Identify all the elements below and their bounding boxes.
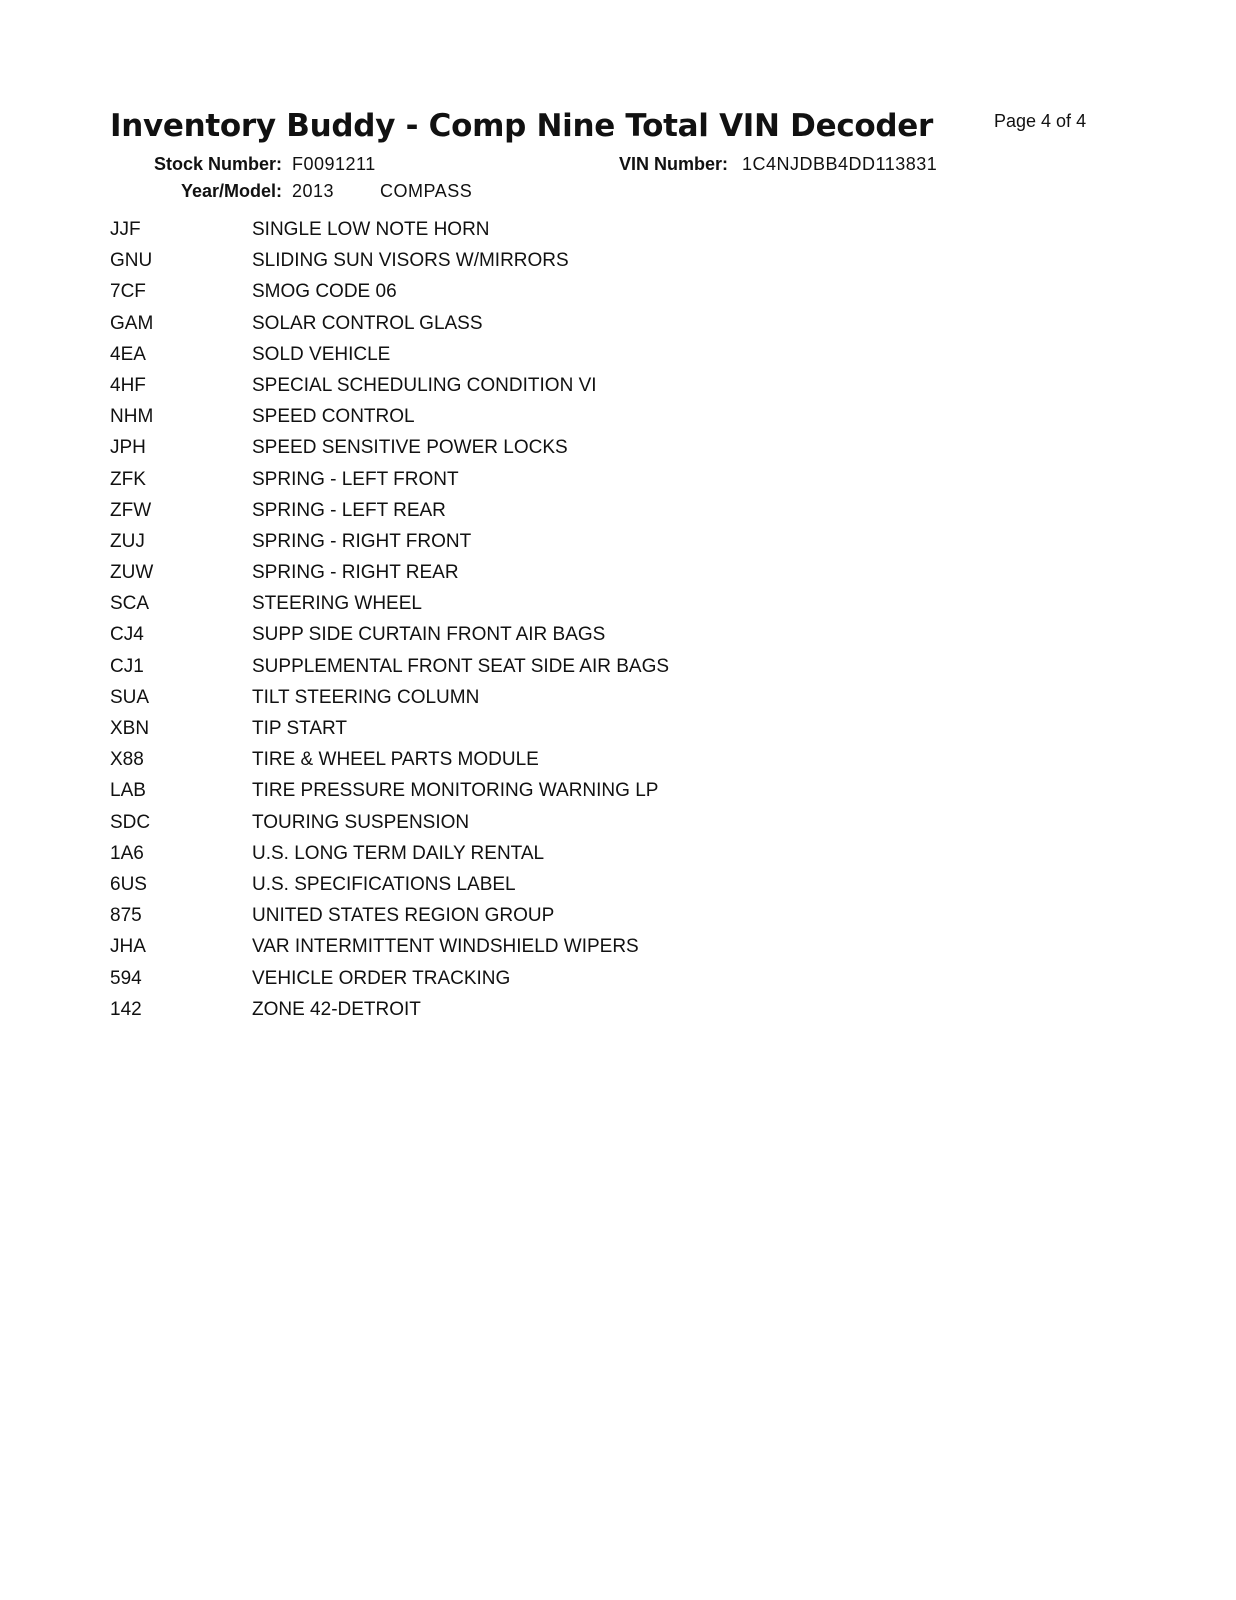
option-code: 875 [110, 905, 142, 927]
option-description: VAR INTERMITTENT WINDSHIELD WIPERS [252, 936, 639, 958]
option-code: 594 [110, 967, 142, 989]
option-code: LAB [110, 780, 146, 802]
option-row [110, 219, 669, 250]
option-row [110, 936, 669, 967]
option-row [110, 905, 669, 936]
vin-number-value: 1C4NJDBB4DD113831 [742, 154, 938, 174]
option-row [110, 281, 669, 312]
option-row [110, 687, 669, 718]
option-row [110, 968, 669, 999]
option-row [110, 562, 669, 593]
option-description: U.S. SPECIFICATIONS LABEL [252, 873, 516, 895]
option-description: TIRE PRESSURE MONITORING WARNING LP [252, 780, 659, 802]
option-description: SOLAR CONTROL GLASS [252, 312, 483, 334]
option-row [110, 531, 669, 562]
year-value: 2013 [292, 181, 335, 201]
option-code: ZUW [110, 562, 154, 584]
option-description: TILT STEERING COLUMN [252, 686, 480, 708]
vin-number-label: VIN Number: [618, 154, 728, 174]
option-description: SPEED SENSITIVE POWER LOCKS [252, 437, 568, 459]
option-description: SLIDING SUN VISORS W/MIRRORS [252, 250, 569, 272]
option-row [110, 469, 669, 500]
vin-number-row [614, 154, 937, 175]
document-title: Inventory Buddy - Comp Nine Total VIN Decoder [110, 108, 934, 144]
option-code: SUA [110, 686, 150, 708]
option-code: CJ4 [110, 624, 144, 646]
option-description: SUPP SIDE CURTAIN FRONT AIR BAGS [252, 624, 606, 646]
year-model-label: Year/Model: [180, 181, 282, 201]
option-row [110, 437, 669, 468]
option-code: 4HF [110, 374, 146, 396]
option-description: SPRING - RIGHT REAR [252, 562, 459, 584]
page-number: Page 4 of 4 [994, 111, 1087, 131]
option-code: GAM [110, 312, 154, 334]
option-description: TIP START [252, 718, 348, 739]
option-description: TOURING SUSPENSION [252, 811, 470, 833]
option-description: U.S. LONG TERM DAILY RENTAL [252, 842, 545, 864]
option-row [110, 344, 669, 375]
option-row [110, 749, 669, 780]
option-code: 4EA [110, 343, 146, 365]
option-row [110, 593, 669, 624]
option-description: SOLD VEHICLE [252, 343, 391, 365]
option-description: SPRING - LEFT REAR [252, 499, 446, 521]
option-code: JHA [110, 936, 146, 958]
option-description: STEERING WHEEL [252, 593, 422, 615]
option-code: SCA [110, 593, 150, 615]
option-code: JPH [110, 437, 146, 459]
option-code: 1A6 [110, 842, 144, 864]
option-code: ZUJ [110, 530, 145, 552]
option-code: NHM [110, 406, 154, 428]
option-row [110, 718, 669, 749]
model-value: COMPASS [380, 181, 473, 201]
option-description: SPECIAL SCHEDULING CONDITION VI [252, 374, 597, 396]
option-row [110, 375, 669, 406]
option-row [110, 999, 669, 1030]
option-code: ZFW [110, 499, 152, 521]
option-code: JJF [110, 219, 141, 240]
option-code: ZFK [110, 468, 146, 490]
option-row [110, 406, 669, 437]
option-code: SDC [110, 811, 151, 833]
option-row [110, 250, 669, 281]
option-row [110, 624, 669, 655]
option-description: SPRING - RIGHT FRONT [252, 530, 472, 552]
option-row [110, 500, 669, 531]
option-code: XBN [110, 718, 150, 739]
stock-number-row [148, 154, 376, 175]
option-code: X88 [110, 749, 144, 771]
option-description: SINGLE LOW NOTE HORN [252, 219, 490, 240]
option-code: 6US [110, 873, 147, 895]
option-description: UNITED STATES REGION GROUP [252, 905, 555, 927]
option-description: VEHICLE ORDER TRACKING [252, 967, 511, 989]
option-description: TIRE & WHEEL PARTS MODULE [252, 749, 539, 771]
option-code: GNU [110, 250, 153, 272]
option-row [110, 780, 669, 811]
option-row [110, 843, 669, 874]
option-row [110, 874, 669, 905]
year-model-row [148, 181, 472, 202]
option-row [110, 656, 669, 687]
option-row [110, 812, 669, 843]
option-description: SUPPLEMENTAL FRONT SEAT SIDE AIR BAGS [252, 655, 670, 677]
option-description: SPRING - LEFT FRONT [252, 468, 459, 490]
option-description: ZONE 42-DETROIT [252, 998, 421, 1020]
option-code: 7CF [110, 281, 146, 303]
option-code: 142 [110, 998, 142, 1020]
stock-number-value: F0091211 [292, 154, 376, 174]
stock-number-label: Stock Number: [153, 154, 282, 174]
option-description: SPEED CONTROL [252, 406, 415, 428]
option-code-list [110, 219, 669, 1030]
option-description: SMOG CODE 06 [252, 281, 397, 303]
option-row [110, 313, 669, 344]
option-code: CJ1 [110, 655, 144, 677]
